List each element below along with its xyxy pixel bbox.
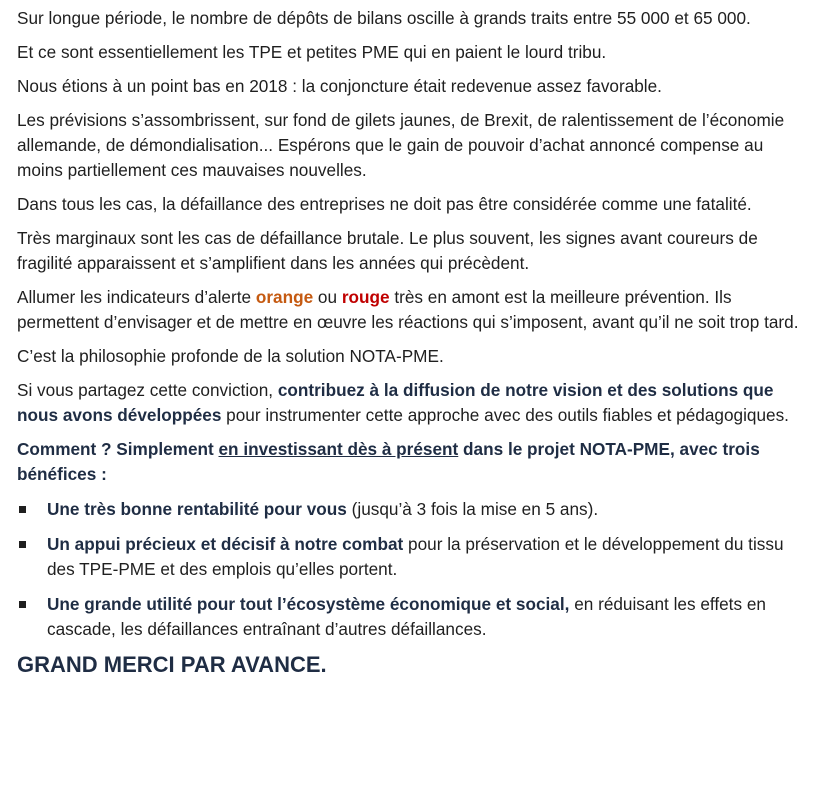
red-label: rouge	[341, 287, 390, 307]
benefit-item	[17, 497, 807, 522]
square-bullet-icon	[19, 541, 26, 548]
benefit-rest: pour la préservation et le développement du tissu des TPE-PME et des emplois qu’elles portent.	[47, 534, 784, 579]
benefit-rest: en réduisant les effets en cascade, les défaillances entraînant d’autres défaillances.	[47, 594, 766, 639]
orange-label: orange	[255, 287, 314, 307]
paragraph-forecasts: Les prévisions s’assombrissent, sur fond de gilets jaunes, de Brexit, de ralentissement de l’économie allemande, de démondialisation... Espérons que le gain de pouvoir d’achat annoncé compense au moins partiellement ces mauvaises nouvelles.	[17, 110, 785, 180]
alert-text-middle: ou	[313, 287, 342, 307]
paragraph-question	[17, 437, 807, 487]
share-text-before: Si vous partagez cette conviction,	[17, 380, 278, 400]
benefit-item	[17, 592, 807, 642]
benefit-rest: (jusqu’à 3 fois la mise en 5 ans).	[346, 499, 599, 519]
paragraph-warning-signs: Très marginaux sont les cas de défaillance brutale. Le plus souvent, les signes avant coureurs de fragilité apparaissent et s’amplifient dans les années qui précèdent.	[17, 228, 758, 273]
share-text-after: pour instrumenter cette approche avec des outils fiables et pédagogiques.	[221, 405, 789, 425]
square-bullet-icon	[19, 506, 26, 513]
closing-thanks: GRAND MERCI PAR AVANCE.	[17, 652, 327, 677]
paragraph-share-conviction	[17, 378, 807, 428]
paragraph-philosophy: C’est la philosophie profonde de la solution NOTA-PME.	[17, 346, 444, 366]
alert-text-after: très en amont est la meilleure prévention. Ils permettent d’envisager et de mettre en œuvre les réactions qui s’imposent, avant qu’il ne soit trop tard.	[17, 287, 799, 332]
benefit-item	[17, 532, 807, 582]
benefit-bold: Un appui précieux et décisif à notre combat	[47, 534, 404, 554]
alert-text-before: Allumer les indicateurs d’alerte	[17, 287, 256, 307]
benefits-list	[17, 497, 807, 642]
question-text-before: Comment ? Simplement	[17, 439, 219, 459]
paragraph-long-term: Sur longue période, le nombre de dépôts de bilans oscille à grands traits entre 55 000 et 65 000.	[17, 8, 751, 28]
share-text-bold: contribuez à la diffusion de notre vision et des solutions que nous avons développées	[17, 380, 774, 425]
paragraph-2018: Nous étions à un point bas en 2018 : la conjoncture était redevenue assez favorable.	[17, 76, 662, 96]
paragraph-tpe-pme: Et ce sont essentiellement les TPE et petites PME qui en paient le lourd tribu.	[17, 42, 607, 62]
benefit-bold: Une très bonne rentabilité pour vous	[47, 499, 347, 519]
paragraph-alert-indicators	[17, 285, 807, 335]
question-text-after: dans le projet NOTA-PME, avec trois bénéfices :	[17, 439, 760, 484]
question-underlined: en investissant dès à présent	[218, 439, 459, 459]
paragraph-fatality: Dans tous les cas, la défaillance des entreprises ne doit pas être considérée comme une fatalité.	[17, 194, 752, 214]
benefit-bold: Une grande utilité pour tout l’écosystème économique et social,	[47, 594, 570, 614]
square-bullet-icon	[19, 601, 26, 608]
